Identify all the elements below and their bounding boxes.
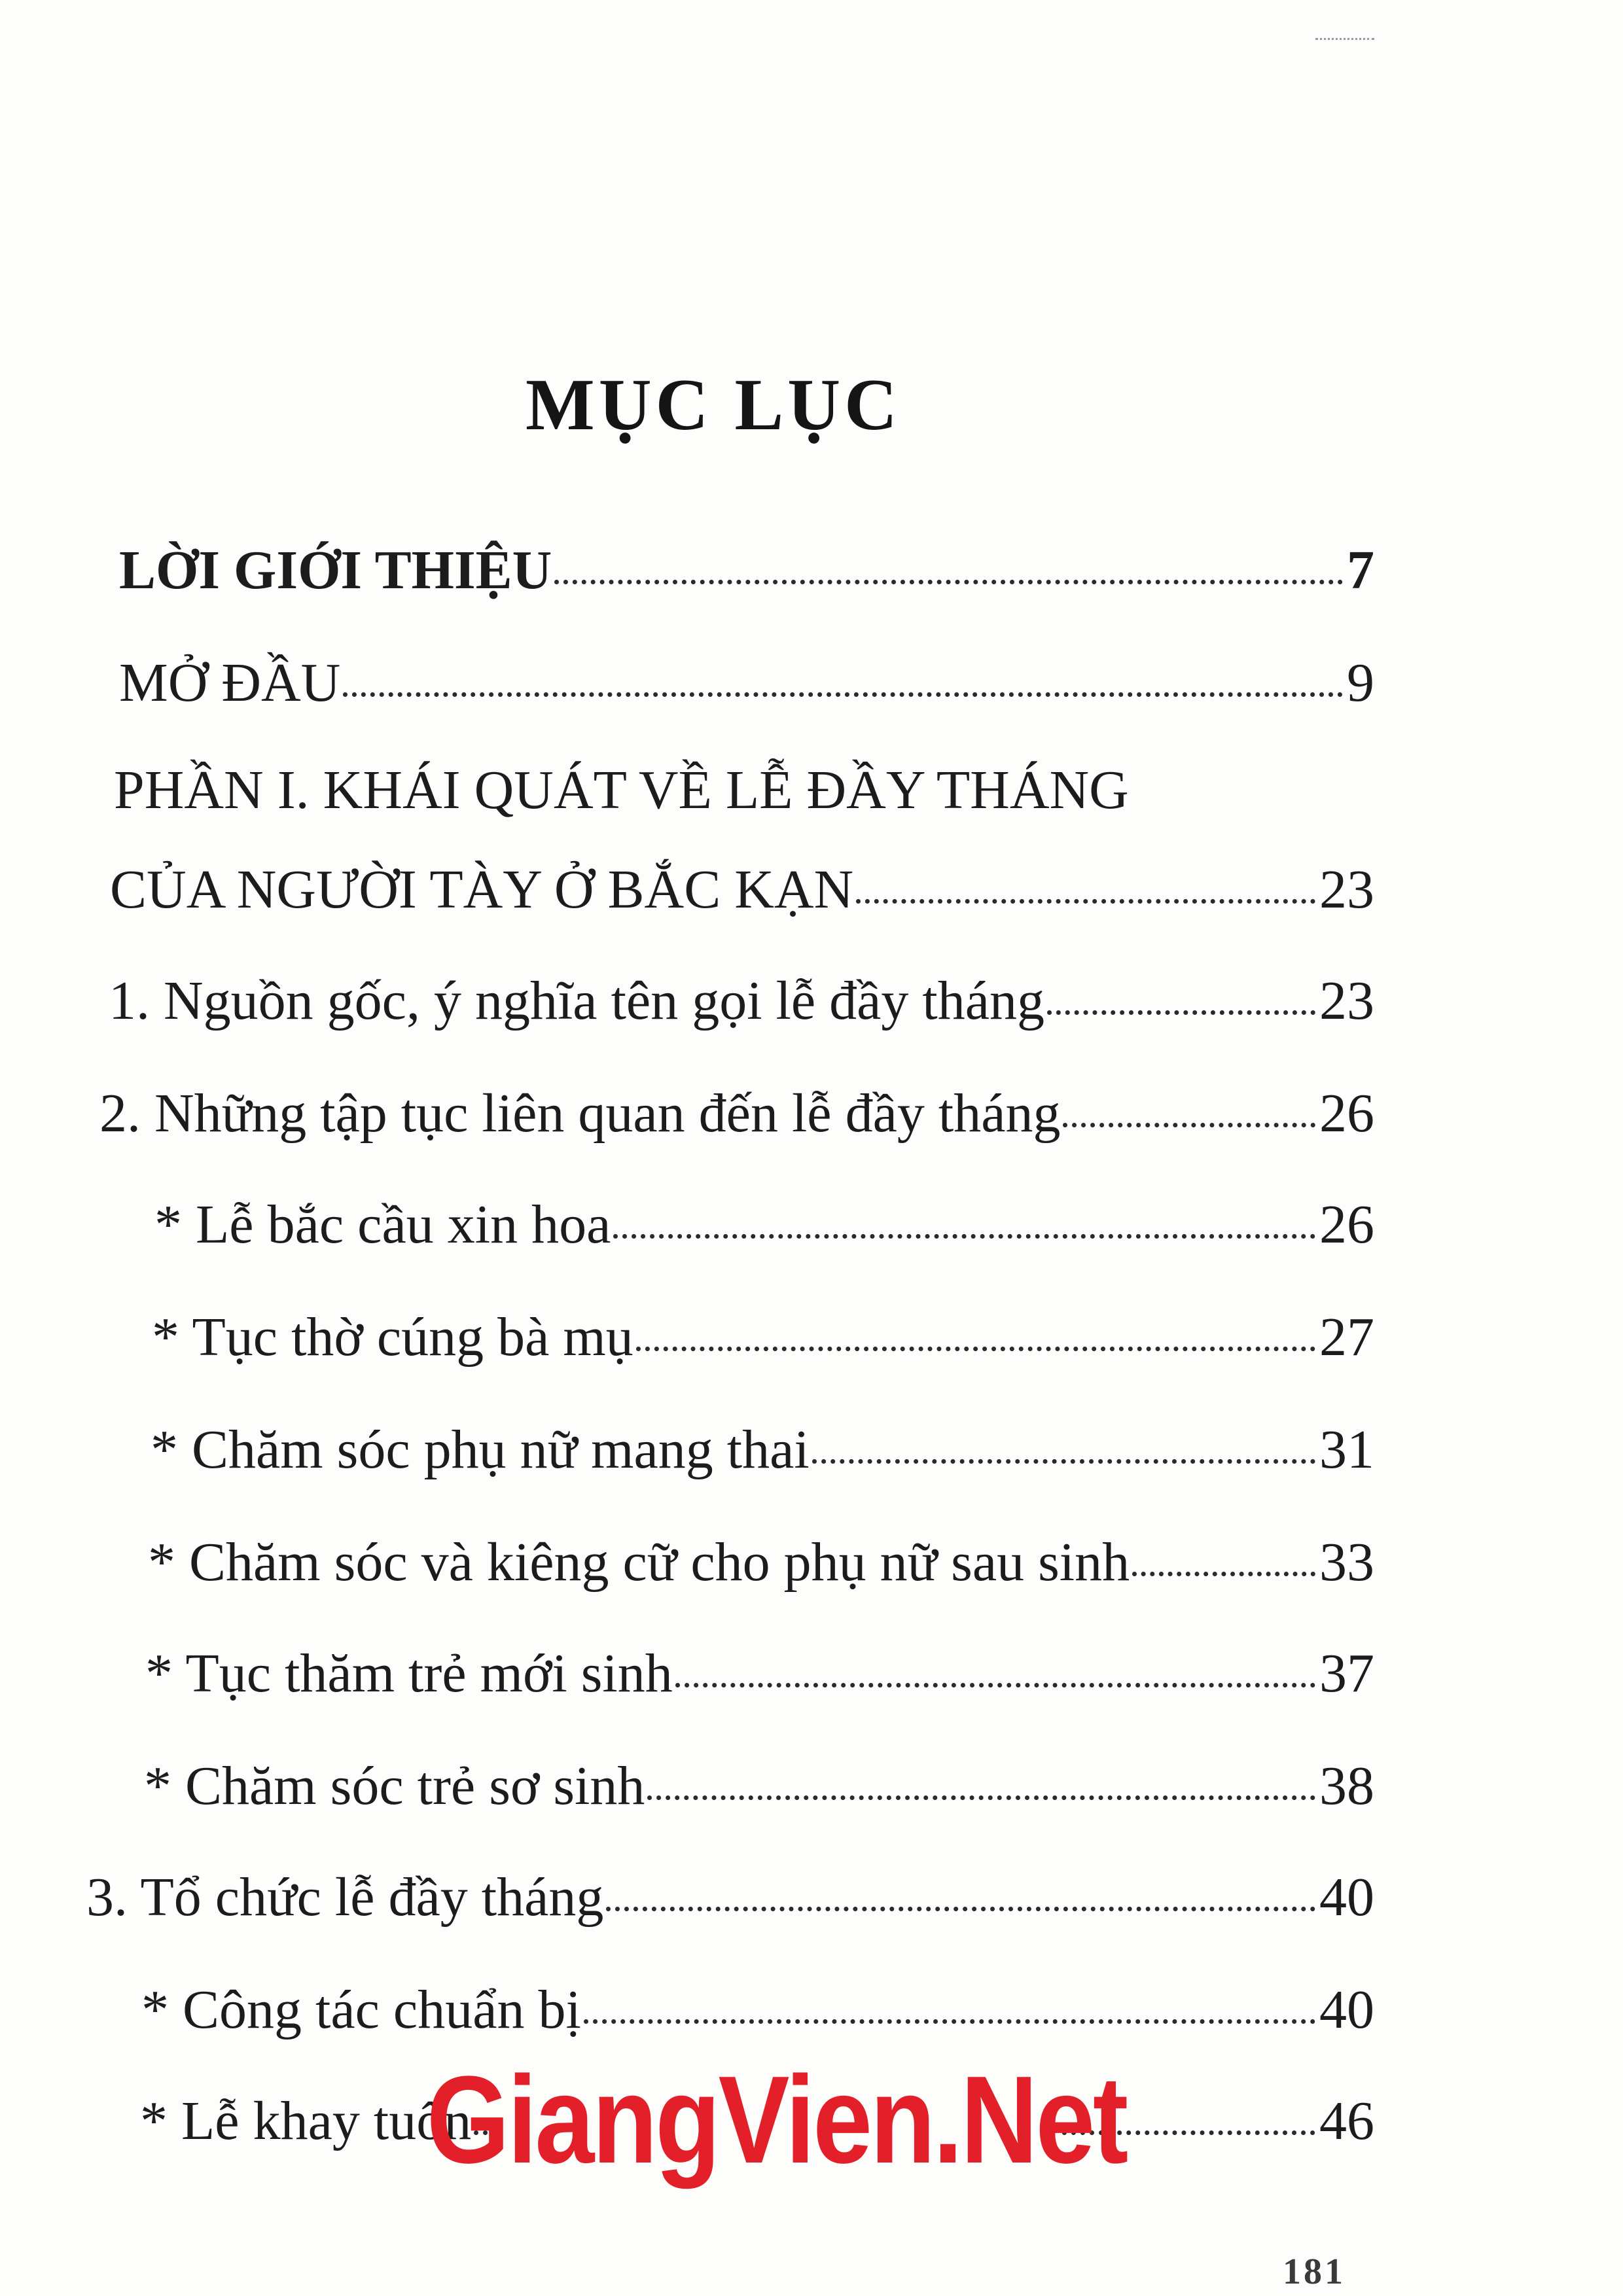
- toc-entry-page: 31: [1319, 1419, 1374, 1480]
- toc-entry-label: MỞ ĐẦU: [119, 652, 341, 713]
- toc-entry-page: 23: [1319, 859, 1374, 920]
- toc-entry-label: * Chăm sóc phụ nữ mang thai: [151, 1419, 810, 1480]
- toc-entry-page: 26: [1319, 1194, 1374, 1255]
- toc-entry-label: LỜI GIỚI THIỆU: [119, 540, 552, 601]
- toc-entry-3a[interactable]: [141, 1979, 1374, 2040]
- dot-leader: [1047, 1010, 1315, 1015]
- toc-entry-page: 40: [1319, 1979, 1374, 2040]
- toc-entry-label: * Lễ bắc cầu xin hoa: [154, 1194, 611, 1255]
- toc-entry-loi-gioi-thieu[interactable]: [119, 540, 1374, 601]
- page-title: MỤC LỤC: [526, 364, 901, 446]
- toc-entry-phan-1-title[interactable]: [114, 760, 1129, 821]
- dot-leader: [1132, 1571, 1315, 1576]
- dot-leader: [647, 1795, 1315, 1800]
- dot-leader: [613, 1233, 1315, 1239]
- toc-entry-page: 23: [1319, 970, 1374, 1031]
- toc-entry-2c[interactable]: [151, 1419, 1374, 1480]
- toc-entry-phan-1[interactable]: [110, 859, 1374, 920]
- toc-entry-label: 3. Tổ chức lễ đầy tháng: [86, 1867, 604, 1928]
- dot-leader: [675, 1682, 1315, 1687]
- toc-entry-label: PHẦN I. KHÁI QUÁT VỀ LỄ ĐẦY THÁNG: [114, 760, 1129, 821]
- toc-entry-page: 7: [1347, 540, 1374, 601]
- toc-entry-label: * Công tác chuẩn bị: [141, 1979, 581, 2040]
- toc-entry-page: 38: [1319, 1756, 1374, 1816]
- toc-entry-label: * Tục thờ cúng bà mụ: [152, 1307, 633, 1368]
- toc-entry-page: 33: [1319, 1532, 1374, 1593]
- toc-entry-mo-dau[interactable]: [119, 652, 1374, 713]
- toc-entry-label: * Lễ khay tuổn: [140, 2091, 472, 2151]
- toc-entry-label: 2. Những tập tục liên quan đến lễ đầy tháng: [99, 1083, 1061, 1144]
- toc-entry-page: 26: [1319, 1083, 1374, 1144]
- dot-leader: [1063, 1122, 1315, 1127]
- toc-entry-2[interactable]: [99, 1083, 1374, 1144]
- dot-leader: [812, 1458, 1315, 1464]
- dot-leader: [856, 898, 1315, 904]
- toc-entry-1[interactable]: [109, 970, 1374, 1031]
- toc-entry-2a[interactable]: [154, 1194, 1374, 1255]
- toc-entry-page: 9: [1347, 652, 1374, 713]
- dot-leader: [584, 2019, 1315, 2024]
- dot-leader: [606, 1906, 1315, 1911]
- dot-leader: [554, 579, 1343, 584]
- toc-entry-2e[interactable]: [145, 1643, 1374, 1704]
- toc-entry-page: 46: [1319, 2091, 1374, 2151]
- toc-entry-page: 40: [1319, 1867, 1374, 1928]
- toc-entry-2b[interactable]: [152, 1307, 1374, 1368]
- toc-entry-3[interactable]: [86, 1867, 1374, 1928]
- toc-entry-label: * Chăm sóc và kiêng cữ cho phụ nữ sau sinh: [148, 1532, 1130, 1593]
- toc-entry-label: 1. Nguồn gốc, ý nghĩa tên gọi lễ đầy tháng: [109, 970, 1045, 1031]
- toc-entry-label: * Chăm sóc trẻ sơ sinh: [144, 1756, 645, 1816]
- toc-entry-page: 27: [1319, 1307, 1374, 1368]
- toc-entry-2f[interactable]: [144, 1756, 1374, 1816]
- toc-entry-2d[interactable]: [148, 1532, 1374, 1593]
- toc-entry-page: 37: [1319, 1643, 1374, 1704]
- page-number: 181: [1283, 2252, 1346, 2292]
- watermark-logo: GiangVien.Net: [492, 2048, 1061, 2192]
- toc-entry-label: * Tục thăm trẻ mới sinh: [145, 1643, 673, 1704]
- dot-leader: [343, 692, 1343, 697]
- dot-leader: [636, 1346, 1315, 1351]
- toc-entry-label: CỦA NGƯỜI TÀY Ở BẮC KẠN: [110, 859, 854, 920]
